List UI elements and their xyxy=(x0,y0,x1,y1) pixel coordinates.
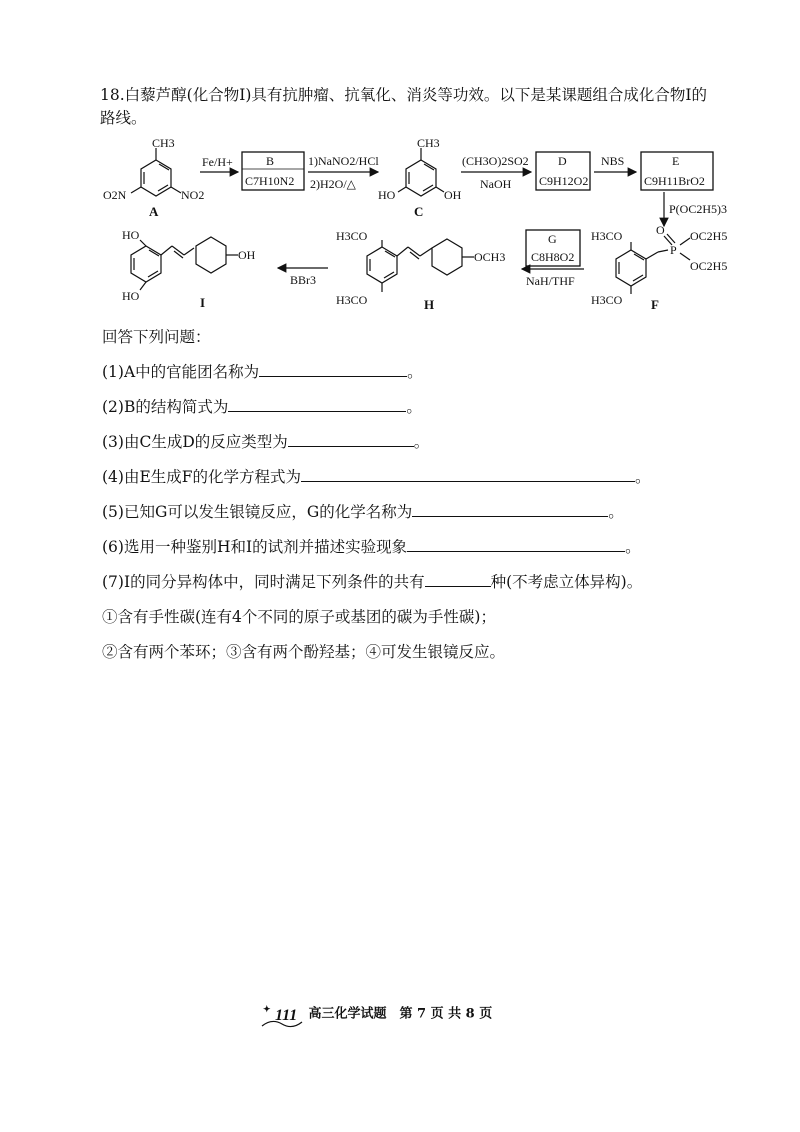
i-ho-bottom-label: HO xyxy=(122,289,140,303)
question-6-text: (6)选用一种鉴别H和I的试剂并描述实验现象 xyxy=(102,538,408,556)
condition-line-2: ②含有两个苯环；③含有两个酚羟基；④可发生银镜反应。 xyxy=(102,643,506,661)
label-f: F xyxy=(651,297,659,312)
question-7-text: (7)I的同分异构体中，同时满足下列条件的共有 xyxy=(102,573,425,591)
label-d: D xyxy=(558,154,567,168)
h-h3co-bottom-label: H3CO xyxy=(336,293,368,307)
label-b: B xyxy=(266,154,275,168)
question-1-text: (1)A中的官能团名称为 xyxy=(102,363,260,381)
logo-star-icon: ✦ xyxy=(263,1004,271,1014)
question-stem: 18.白藜芦醇(化合物I)具有抗肿瘤、抗氧化、消炎等功效。以下是某课题组合成化合物I的路线。 xyxy=(100,86,707,127)
page-footer xyxy=(260,1000,492,1028)
i-ho-top-label: HO xyxy=(122,228,140,242)
reagent-c-to-d-2: NaOH xyxy=(480,177,512,191)
question-6 xyxy=(102,535,641,557)
label-a: A xyxy=(149,204,159,219)
label-h: H xyxy=(424,297,435,312)
c-ho-label: HO xyxy=(378,188,396,202)
answer-blank-6[interactable] xyxy=(407,535,625,552)
reagent-c-to-d-1: (CH3O)2SO2 xyxy=(462,154,529,168)
reagent-b-to-c-1: 1)NaNO2/HCl xyxy=(308,154,379,168)
reagent-b-to-c-2: 2)H2O/△ xyxy=(310,177,356,191)
f-h3co-top-label: H3CO xyxy=(591,229,623,243)
a-no2-left-label: O2N xyxy=(103,188,127,202)
a-ch3-label: CH3 xyxy=(152,136,175,150)
a-no2-right-label: NO2 xyxy=(181,188,205,202)
question-5 xyxy=(102,500,624,522)
question-7-end: 种(不考虑立体异构)。 xyxy=(490,573,643,591)
footer-text: 高三化学试题 第 7 页 共 8 页 xyxy=(308,1006,493,1022)
compound-h-structure xyxy=(367,239,474,292)
synthesis-scheme xyxy=(96,132,736,322)
answer-blank-4[interactable] xyxy=(301,465,635,482)
answer-blank-3[interactable] xyxy=(288,430,414,447)
reagent-h-to-i: BBr3 xyxy=(290,273,317,287)
answer-blank-5[interactable] xyxy=(412,500,608,517)
question-3-end: 。 xyxy=(413,433,430,451)
question-4 xyxy=(102,465,651,487)
reagent-e-to-f: P(OC2H5)3 xyxy=(669,202,728,216)
c-ch3-label: CH3 xyxy=(417,136,440,150)
compound-i-structure xyxy=(131,237,238,290)
answer-blank-7[interactable] xyxy=(425,570,491,587)
compound-c-structure xyxy=(398,148,444,196)
question-2-text: (2)B的结构简式为 xyxy=(102,398,229,416)
f-o-label: O xyxy=(656,223,665,237)
question-4-text: (4)由E生成F的化学方程式为 xyxy=(102,468,302,486)
question-2 xyxy=(102,395,422,417)
questions-intro: 回答下列问题： xyxy=(102,328,211,346)
answer-blank-2[interactable] xyxy=(228,395,406,412)
reagent-f-to-h: NaH/THF xyxy=(526,274,575,288)
i-oh-label: OH xyxy=(238,248,256,262)
question-5-end: 。 xyxy=(608,503,624,521)
c-oh-label: OH xyxy=(444,188,462,202)
reagent-d-to-e: NBS xyxy=(601,154,625,168)
formula-e: C9H11BrO2 xyxy=(644,174,705,188)
formula-d: C9H12O2 xyxy=(539,174,589,188)
h-och3-label: OCH3 xyxy=(474,250,506,264)
compound-f-structure xyxy=(616,234,690,294)
f-oc2h5-bottom-label: OC2H5 xyxy=(690,259,728,273)
f-p-label: P xyxy=(670,243,677,257)
question-4-end: 。 xyxy=(635,468,651,486)
answer-blank-1[interactable] xyxy=(259,360,407,377)
question-3-text: (3)由C生成D的反应类型为 xyxy=(102,433,288,451)
f-h3co-bottom-label: H3CO xyxy=(591,293,623,307)
question-5-text: (5)已知G可以发生银镜反应，G的化学名称为 xyxy=(102,503,413,521)
condition-line-1: ①含有手性碳(连有4个不同的原子或基团的碳为手性碳)； xyxy=(102,608,496,626)
label-g: G xyxy=(548,232,557,246)
compound-a-structure xyxy=(131,148,181,196)
question-1 xyxy=(102,360,423,382)
f-oc2h5-top-label: OC2H5 xyxy=(690,229,728,243)
exam-logo xyxy=(260,1000,304,1028)
question-3 xyxy=(102,430,429,452)
question-2-end: 。 xyxy=(406,398,422,416)
question-1-end: 。 xyxy=(407,363,423,381)
label-e: E xyxy=(672,154,680,168)
label-c: C xyxy=(414,204,424,219)
question-7 xyxy=(102,570,642,592)
question-6-end: 。 xyxy=(625,538,641,556)
formula-g: C8H8O2 xyxy=(531,250,575,264)
logo-text: 111 xyxy=(275,1007,298,1024)
label-i: I xyxy=(200,295,206,310)
h-h3co-top-label: H3CO xyxy=(336,229,368,243)
formula-b: C7H10N2 xyxy=(245,174,295,188)
reagent-a-to-b: Fe/H+ xyxy=(202,155,233,169)
